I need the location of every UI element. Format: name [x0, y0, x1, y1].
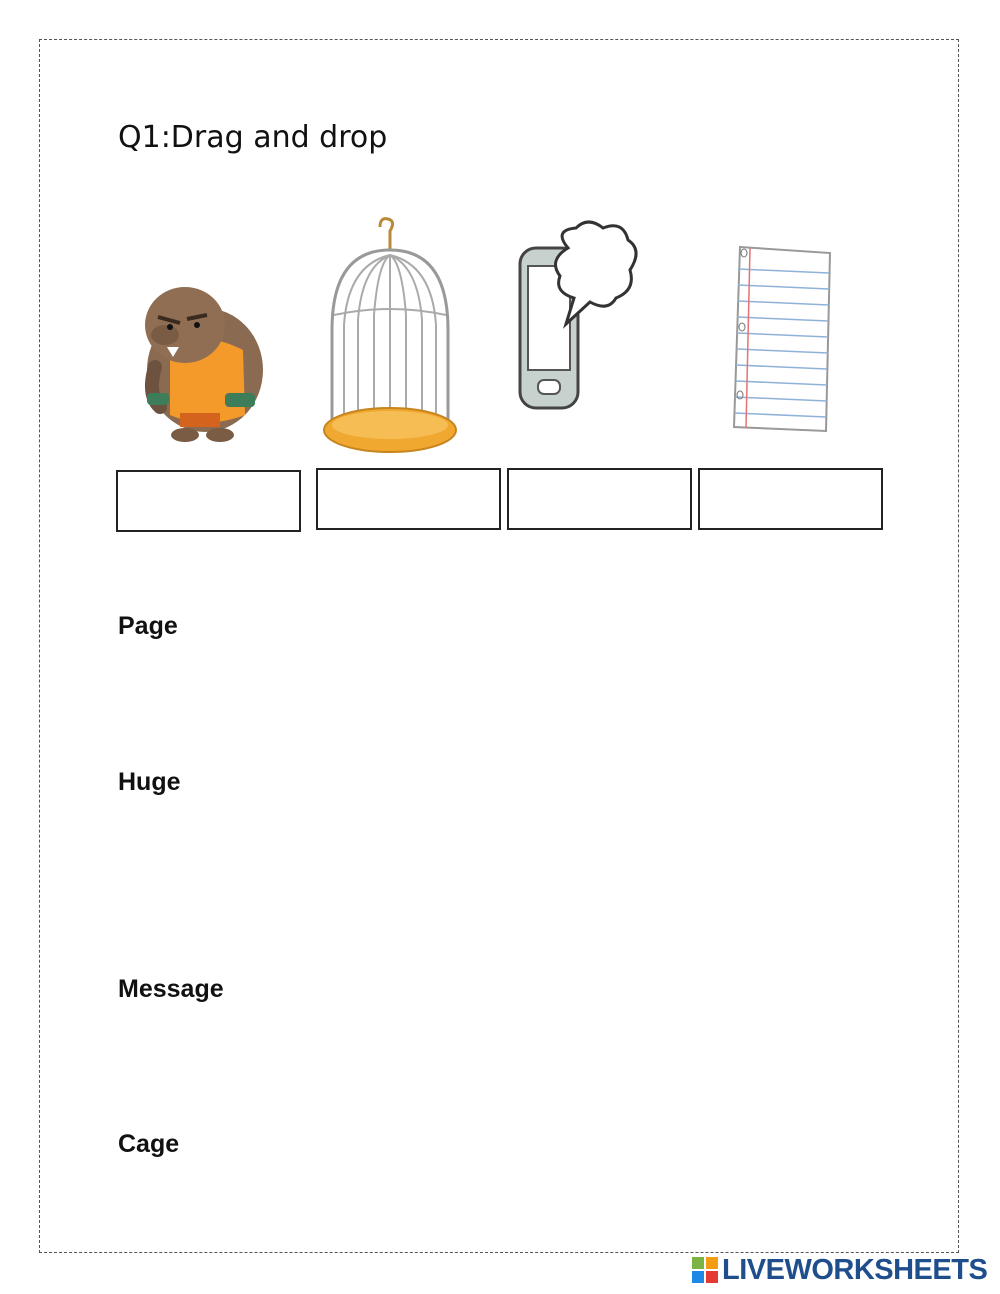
- liveworksheets-logo: [692, 1252, 987, 1288]
- draggable-word-message[interactable]: Message: [118, 975, 224, 1003]
- worksheet-frame: [39, 39, 959, 1253]
- draggable-word-huge[interactable]: Huge: [118, 768, 181, 796]
- draggable-word-page[interactable]: Page: [118, 612, 178, 640]
- drop-box-2[interactable]: [316, 468, 501, 530]
- draggable-word-cage[interactable]: Cage: [118, 1130, 180, 1158]
- logo-text: LIVEWORKSHEETS: [722, 1253, 988, 1286]
- birdcage-icon: [320, 215, 460, 465]
- drop-box-3[interactable]: [507, 468, 692, 530]
- phone-message-icon: [508, 220, 643, 420]
- liveworksheets-mark-icon: [692, 1257, 718, 1283]
- troll-icon: [125, 275, 270, 445]
- paper-page-icon: [730, 245, 835, 435]
- drop-box-1[interactable]: [116, 470, 301, 532]
- question-title: Q1:Drag and drop: [118, 120, 388, 155]
- drop-box-4[interactable]: [698, 468, 883, 530]
